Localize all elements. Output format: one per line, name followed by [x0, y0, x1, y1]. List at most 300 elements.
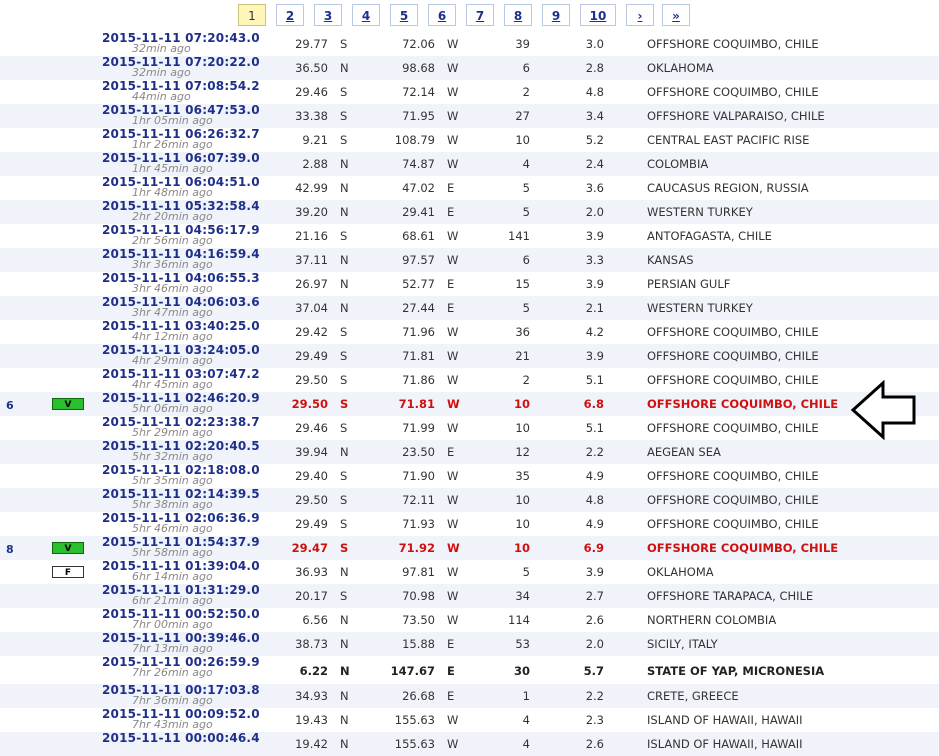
longitude: 155.63	[394, 713, 435, 727]
depth: 15	[515, 277, 530, 291]
table-row[interactable]	[0, 224, 939, 248]
magnitude: 6.8	[583, 397, 604, 411]
depth: 5	[522, 301, 530, 315]
latitude: 29.46	[295, 85, 328, 99]
longitude: 97.81	[402, 565, 435, 579]
region-name: PERSIAN GULF	[647, 277, 731, 291]
event-age: 1hr 48min ago	[132, 186, 213, 199]
event-age: 5hr 32min ago	[132, 450, 213, 463]
latitude-hemisphere: N	[340, 445, 349, 459]
latitude: 29.47	[291, 541, 328, 555]
event-age: 4hr 45min ago	[132, 378, 213, 391]
event-datetime-link[interactable]: 2015-11-11 01:54:37.9	[102, 535, 260, 549]
event-datetime-link[interactable]: 2015-11-11 06:04:51.0	[102, 175, 260, 189]
magnitude: 2.7	[585, 589, 604, 603]
longitude: 73.50	[402, 613, 435, 627]
event-datetime-link[interactable]: 2015-11-11 06:47:53.0	[102, 103, 260, 117]
depth: 4	[522, 157, 530, 171]
latitude-hemisphere: S	[340, 517, 348, 531]
depth: 10	[515, 421, 530, 435]
magnitude: 2.4	[585, 157, 604, 171]
latitude: 29.77	[295, 37, 328, 51]
event-datetime-link[interactable]: 2015-11-11 00:26:59.9	[102, 655, 260, 669]
event-age: 5hr 06min ago	[132, 402, 213, 415]
page-link-11[interactable]: ›	[626, 4, 654, 26]
latitude: 2.88	[302, 157, 328, 171]
table-row[interactable]	[0, 440, 939, 464]
event-age: 3hr 47min ago	[132, 306, 213, 319]
longitude: 23.50	[402, 445, 435, 459]
region-name: OFFSHORE COQUIMBO, CHILE	[647, 469, 819, 483]
page-link-9[interactable]: 9	[542, 4, 570, 26]
latitude-hemisphere: S	[340, 37, 348, 51]
region-name: OFFSHORE COQUIMBO, CHILE	[647, 85, 819, 99]
region-name: KANSAS	[647, 253, 694, 267]
event-age: 4hr 12min ago	[132, 330, 213, 343]
magnitude: 2.1	[585, 301, 604, 315]
longitude-hemisphere: W	[447, 85, 459, 99]
longitude-hemisphere: W	[447, 37, 459, 51]
table-row[interactable]	[0, 176, 939, 200]
depth: 10	[513, 397, 530, 411]
latitude-hemisphere: S	[340, 229, 348, 243]
event-age: 5hr 38min ago	[132, 498, 213, 511]
longitude-hemisphere: W	[447, 253, 459, 267]
region-name: WESTERN TURKEY	[647, 301, 753, 315]
region-name: CAUCASUS REGION, RUSSIA	[647, 181, 809, 195]
region-name: ANTOFAGASTA, CHILE	[647, 229, 772, 243]
magnitude: 2.6	[585, 613, 604, 627]
event-number: 6	[6, 399, 14, 412]
region-name: AEGEAN SEA	[647, 445, 721, 459]
magnitude: 3.9	[585, 565, 604, 579]
longitude-hemisphere: W	[447, 229, 459, 243]
longitude: 71.86	[402, 373, 435, 387]
longitude: 70.98	[402, 589, 435, 603]
event-age: 5hr 35min ago	[132, 474, 213, 487]
event-age: 5hr 29min ago	[132, 426, 213, 439]
latitude-hemisphere: S	[340, 469, 348, 483]
table-row[interactable]	[0, 488, 939, 512]
longitude-hemisphere: E	[447, 637, 455, 651]
pagination	[0, 0, 939, 32]
event-datetime-link[interactable]: 2015-11-11 06:26:32.7	[102, 127, 260, 141]
region-name: OFFSHORE COQUIMBO, CHILE	[647, 421, 819, 435]
latitude: 20.17	[295, 589, 328, 603]
latitude-hemisphere: N	[340, 205, 349, 219]
event-datetime-link[interactable]: 2015-11-11 00:00:46.4	[102, 731, 260, 745]
depth: 35	[515, 469, 530, 483]
depth: 27	[515, 109, 530, 123]
event-age: 1hr 05min ago	[132, 114, 213, 127]
event-datetime-link[interactable]: 2015-11-11 00:39:46.0	[102, 631, 260, 645]
table-row[interactable]	[0, 104, 939, 128]
latitude: 29.40	[295, 469, 328, 483]
table-row[interactable]	[0, 684, 939, 708]
region-name: CENTRAL EAST PACIFIC RISE	[647, 133, 810, 147]
magnitude: 2.0	[585, 637, 604, 651]
region-name: OFFSHORE COQUIMBO, CHILE	[647, 325, 819, 339]
event-age: 7hr 00min ago	[132, 618, 213, 631]
latitude: 29.50	[291, 397, 328, 411]
longitude: 97.57	[402, 253, 435, 267]
event-datetime-link[interactable]: 2015-11-11 03:24:05.0	[102, 343, 260, 357]
latitude-hemisphere: N	[340, 277, 349, 291]
event-age: 7hr 26min ago	[132, 666, 213, 679]
table-row[interactable]	[0, 56, 939, 80]
latitude: 39.20	[295, 205, 328, 219]
region-name: OFFSHORE COQUIMBO, CHILE	[647, 349, 819, 363]
region-name: OFFSHORE COQUIMBO, CHILE	[647, 541, 839, 555]
magnitude: 2.3	[585, 713, 604, 727]
table-row[interactable]	[0, 732, 939, 756]
event-datetime-link[interactable]: 2015-11-11 02:14:39.5	[102, 487, 260, 501]
latitude-hemisphere: S	[340, 589, 348, 603]
latitude: 29.42	[295, 325, 328, 339]
event-datetime-link[interactable]: 2015-11-11 07:08:54.2	[102, 79, 260, 93]
magnitude: 3.9	[585, 229, 604, 243]
longitude-hemisphere: E	[447, 689, 455, 703]
event-age: 7hr 13min ago	[132, 642, 213, 655]
longitude-hemisphere: W	[447, 493, 459, 507]
depth: 4	[522, 737, 530, 751]
event-age: 6hr 14min ago	[132, 570, 213, 583]
event-age: 32min ago	[132, 66, 191, 79]
event-age: 7hr 36min ago	[132, 694, 213, 707]
longitude-hemisphere: W	[447, 469, 459, 483]
longitude: 29.41	[402, 205, 435, 219]
region-name: OFFSHORE COQUIMBO, CHILE	[647, 517, 819, 531]
event-datetime-link[interactable]: 2015-11-11 01:39:04.0	[102, 559, 260, 573]
magnitude: 2.0	[585, 205, 604, 219]
latitude-hemisphere: S	[340, 541, 349, 555]
table-row[interactable]	[0, 80, 939, 104]
table-row[interactable]	[0, 320, 939, 344]
table-row[interactable]	[0, 32, 939, 56]
magnitude: 4.2	[585, 325, 604, 339]
region-name: OKLAHOMA	[647, 565, 714, 579]
latitude-hemisphere: S	[340, 325, 348, 339]
event-datetime-link[interactable]: 2015-11-11 03:40:25.0	[102, 319, 260, 333]
depth: 53	[515, 637, 530, 651]
table-row[interactable]	[0, 344, 939, 368]
region-name: CRETE, GREECE	[647, 689, 739, 703]
longitude-hemisphere: W	[447, 613, 459, 627]
latitude: 42.99	[295, 181, 328, 195]
latitude-hemisphere: S	[340, 85, 348, 99]
depth: 34	[515, 589, 530, 603]
latitude-hemisphere: S	[340, 349, 348, 363]
latitude-hemisphere: S	[340, 493, 348, 507]
region-name: OKLAHOMA	[647, 61, 714, 75]
longitude: 72.06	[402, 37, 435, 51]
page-link-3[interactable]: 3	[314, 4, 342, 26]
longitude-hemisphere: W	[447, 349, 459, 363]
table-row[interactable]	[0, 584, 939, 608]
table-row[interactable]	[0, 248, 939, 272]
magnitude: 3.6	[585, 181, 604, 195]
longitude-hemisphere: W	[447, 373, 459, 387]
page-link-10[interactable]: 10	[580, 4, 616, 26]
longitude: 52.77	[402, 277, 435, 291]
table-row[interactable]	[0, 708, 939, 732]
latitude: 19.42	[295, 737, 328, 751]
depth: 10	[515, 517, 530, 531]
latitude-hemisphere: S	[340, 109, 348, 123]
table-row[interactable]	[0, 512, 939, 536]
verified-badge[interactable]: V	[52, 542, 84, 554]
verified-badge[interactable]: V	[52, 398, 84, 410]
event-age: 5hr 46min ago	[132, 522, 213, 535]
region-name: NORTHERN COLOMBIA	[647, 613, 777, 627]
latitude: 37.04	[295, 301, 328, 315]
event-datetime-link[interactable]: 2015-11-11 04:56:17.9	[102, 223, 260, 237]
longitude-hemisphere: W	[447, 397, 460, 411]
latitude: 9.21	[302, 133, 328, 147]
depth: 10	[513, 541, 530, 555]
latitude-hemisphere: N	[340, 689, 349, 703]
latitude: 26.97	[295, 277, 328, 291]
table-row[interactable]	[0, 152, 939, 176]
longitude: 71.99	[402, 421, 435, 435]
event-datetime-link[interactable]: 2015-11-11 05:32:58.4	[102, 199, 260, 213]
table-row[interactable]	[0, 560, 939, 584]
depth: 10	[515, 133, 530, 147]
event-datetime-link[interactable]: 2015-11-11 04:06:55.3	[102, 271, 260, 285]
event-age: 5hr 58min ago	[132, 546, 213, 559]
table-row[interactable]	[0, 368, 939, 392]
magnitude: 5.2	[585, 133, 604, 147]
longitude: 71.81	[398, 397, 435, 411]
region-name: OFFSHORE COQUIMBO, CHILE	[647, 373, 819, 387]
event-age: 4hr 29min ago	[132, 354, 213, 367]
magnitude: 5.1	[585, 421, 604, 435]
longitude-hemisphere: W	[447, 517, 459, 531]
longitude: 71.90	[402, 469, 435, 483]
depth: 6	[522, 61, 530, 75]
magnitude: 3.9	[585, 277, 604, 291]
depth: 5	[522, 565, 530, 579]
longitude: 26.68	[402, 689, 435, 703]
event-datetime-link[interactable]: 2015-11-11 07:20:43.0	[102, 31, 260, 45]
depth: 5	[522, 181, 530, 195]
region-name: OFFSHORE COQUIMBO, CHILE	[647, 493, 819, 507]
latitude: 6.56	[302, 613, 328, 627]
magnitude: 3.4	[585, 109, 604, 123]
table-row[interactable]	[0, 392, 939, 416]
longitude: 68.61	[402, 229, 435, 243]
longitude: 71.92	[398, 541, 435, 555]
event-age: 7hr 43min ago	[132, 718, 213, 731]
latitude-hemisphere: N	[340, 737, 349, 751]
longitude-hemisphere: E	[447, 181, 455, 195]
latitude-hemisphere: S	[340, 373, 348, 387]
longitude-hemisphere: W	[447, 565, 459, 579]
region-name: STATE OF YAP, MICRONESIA	[647, 664, 825, 678]
event-datetime-link[interactable]: 2015-11-11 00:52:50.0	[102, 607, 260, 621]
event-age: 44min ago	[132, 90, 191, 103]
longitude: 74.87	[402, 157, 435, 171]
longitude: 15.88	[402, 637, 435, 651]
page-link-7[interactable]: 7	[466, 4, 494, 26]
page-link-4[interactable]: 4	[352, 4, 380, 26]
table-row[interactable]	[0, 656, 939, 684]
event-datetime-link[interactable]: 2015-11-11 03:07:47.2	[102, 367, 260, 381]
latitude-hemisphere: N	[340, 565, 349, 579]
latitude-hemisphere: S	[340, 397, 349, 411]
table-row[interactable]	[0, 272, 939, 296]
region-name: ISLAND OF HAWAII, HAWAII	[647, 713, 803, 727]
longitude-hemisphere: W	[447, 109, 459, 123]
longitude: 71.93	[402, 517, 435, 531]
event-datetime-link[interactable]: 2015-11-11 02:18:08.0	[102, 463, 260, 477]
longitude-hemisphere: E	[447, 277, 455, 291]
longitude: 72.11	[402, 493, 435, 507]
event-age: 3hr 46min ago	[132, 282, 213, 295]
event-age: 1hr 45min ago	[132, 162, 213, 175]
latitude: 29.46	[295, 421, 328, 435]
felt-badge[interactable]: F	[52, 566, 84, 578]
magnitude: 2.2	[585, 445, 604, 459]
table-row[interactable]	[0, 536, 939, 560]
depth: 39	[515, 37, 530, 51]
latitude: 36.93	[295, 565, 328, 579]
event-age: 2hr 56min ago	[132, 234, 213, 247]
longitude-hemisphere: W	[447, 157, 459, 171]
longitude: 27.44	[402, 301, 435, 315]
latitude-hemisphere: N	[340, 613, 349, 627]
event-datetime-link[interactable]: 2015-11-11 02:23:38.7	[102, 415, 260, 429]
table-row[interactable]	[0, 416, 939, 440]
region-name: OFFSHORE VALPARAISO, CHILE	[647, 109, 825, 123]
longitude-hemisphere: W	[447, 421, 459, 435]
depth: 10	[515, 493, 530, 507]
latitude: 6.22	[299, 664, 328, 678]
magnitude: 5.1	[585, 373, 604, 387]
latitude-hemisphere: N	[340, 253, 349, 267]
table-row[interactable]	[0, 200, 939, 224]
longitude-hemisphere: W	[447, 541, 460, 555]
latitude-hemisphere: N	[340, 181, 349, 195]
latitude-hemisphere: N	[340, 664, 350, 678]
event-datetime-link[interactable]: 2015-11-11 01:31:29.0	[102, 583, 260, 597]
event-datetime-link[interactable]: 2015-11-11 04:06:03.6	[102, 295, 260, 309]
depth: 6	[522, 253, 530, 267]
latitude: 38.73	[295, 637, 328, 651]
longitude: 47.02	[402, 181, 435, 195]
table-row[interactable]	[0, 464, 939, 488]
latitude: 39.94	[295, 445, 328, 459]
longitude-hemisphere: W	[447, 713, 459, 727]
latitude: 21.16	[295, 229, 328, 243]
longitude-hemisphere: W	[447, 325, 459, 339]
latitude-hemisphere: N	[340, 61, 349, 75]
longitude: 147.67	[390, 664, 435, 678]
longitude-hemisphere: W	[447, 589, 459, 603]
magnitude: 2.8	[585, 61, 604, 75]
event-datetime-link[interactable]: 2015-11-11 00:09:52.0	[102, 707, 260, 721]
latitude-hemisphere: N	[340, 713, 349, 727]
region-name: SICILY, ITALY	[647, 637, 718, 651]
longitude-hemisphere: W	[447, 133, 459, 147]
depth: 12	[515, 445, 530, 459]
longitude: 98.68	[402, 61, 435, 75]
page-link-5[interactable]: 5	[390, 4, 418, 26]
latitude: 19.43	[295, 713, 328, 727]
latitude-hemisphere: S	[340, 133, 348, 147]
table-row[interactable]	[0, 608, 939, 632]
page-link-2[interactable]: 2	[276, 4, 304, 26]
depth: 21	[515, 349, 530, 363]
depth: 2	[522, 85, 530, 99]
longitude-hemisphere: E	[447, 445, 455, 459]
magnitude: 4.9	[585, 517, 604, 531]
latitude: 37.11	[295, 253, 328, 267]
latitude: 29.49	[295, 349, 328, 363]
magnitude: 3.0	[585, 37, 604, 51]
region-name: OFFSHORE TARAPACA, CHILE	[647, 589, 814, 603]
latitude: 34.93	[295, 689, 328, 703]
event-datetime-link[interactable]: 2015-11-11 00:17:03.8	[102, 683, 260, 697]
latitude-hemisphere: N	[340, 637, 349, 651]
page-link-1[interactable]: 1	[238, 4, 266, 26]
depth: 36	[515, 325, 530, 339]
region-name: COLOMBIA	[647, 157, 709, 171]
event-datetime-link[interactable]: 2015-11-11 02:20:40.5	[102, 439, 260, 453]
event-datetime-link[interactable]: 2015-11-11 02:46:20.9	[102, 391, 260, 405]
magnitude: 4.8	[585, 493, 604, 507]
longitude-hemisphere: E	[447, 205, 455, 219]
latitude: 29.50	[295, 493, 328, 507]
page-link-8[interactable]: 8	[504, 4, 532, 26]
magnitude: 4.9	[585, 469, 604, 483]
event-number: 8	[6, 543, 14, 556]
latitude-hemisphere: N	[340, 157, 349, 171]
event-datetime-link[interactable]: 2015-11-11 07:20:22.0	[102, 55, 260, 69]
magnitude: 4.8	[585, 85, 604, 99]
event-datetime-link[interactable]: 2015-11-11 06:07:39.0	[102, 151, 260, 165]
event-age: 2hr 20min ago	[132, 210, 213, 223]
depth: 141	[508, 229, 530, 243]
depth: 1	[522, 689, 530, 703]
region-name: ISLAND OF HAWAII, HAWAII	[647, 737, 803, 751]
left-arrow-icon	[850, 380, 920, 440]
longitude: 72.14	[402, 85, 435, 99]
page-link-6[interactable]: 6	[428, 4, 456, 26]
event-age: 32min ago	[132, 42, 191, 55]
latitude: 33.38	[295, 109, 328, 123]
longitude-hemisphere: E	[447, 664, 455, 678]
latitude: 29.50	[295, 373, 328, 387]
longitude: 71.96	[402, 325, 435, 339]
table-row[interactable]	[0, 128, 939, 152]
depth: 5	[522, 205, 530, 219]
magnitude: 2.2	[585, 689, 604, 703]
latitude: 36.50	[295, 61, 328, 75]
table-row[interactable]	[0, 632, 939, 656]
event-age: 6hr 21min ago	[132, 594, 213, 607]
latitude: 29.49	[295, 517, 328, 531]
event-datetime-link[interactable]: 2015-11-11 02:06:36.9	[102, 511, 260, 525]
event-age: 3hr 36min ago	[132, 258, 213, 271]
table-row[interactable]	[0, 296, 939, 320]
event-age: 1hr 26min ago	[132, 138, 213, 151]
magnitude: 3.9	[585, 349, 604, 363]
region-name: OFFSHORE COQUIMBO, CHILE	[647, 397, 839, 411]
longitude: 108.79	[394, 133, 435, 147]
event-datetime-link[interactable]: 2015-11-11 04:16:59.4	[102, 247, 260, 261]
page-link-12[interactable]: »	[662, 4, 690, 26]
